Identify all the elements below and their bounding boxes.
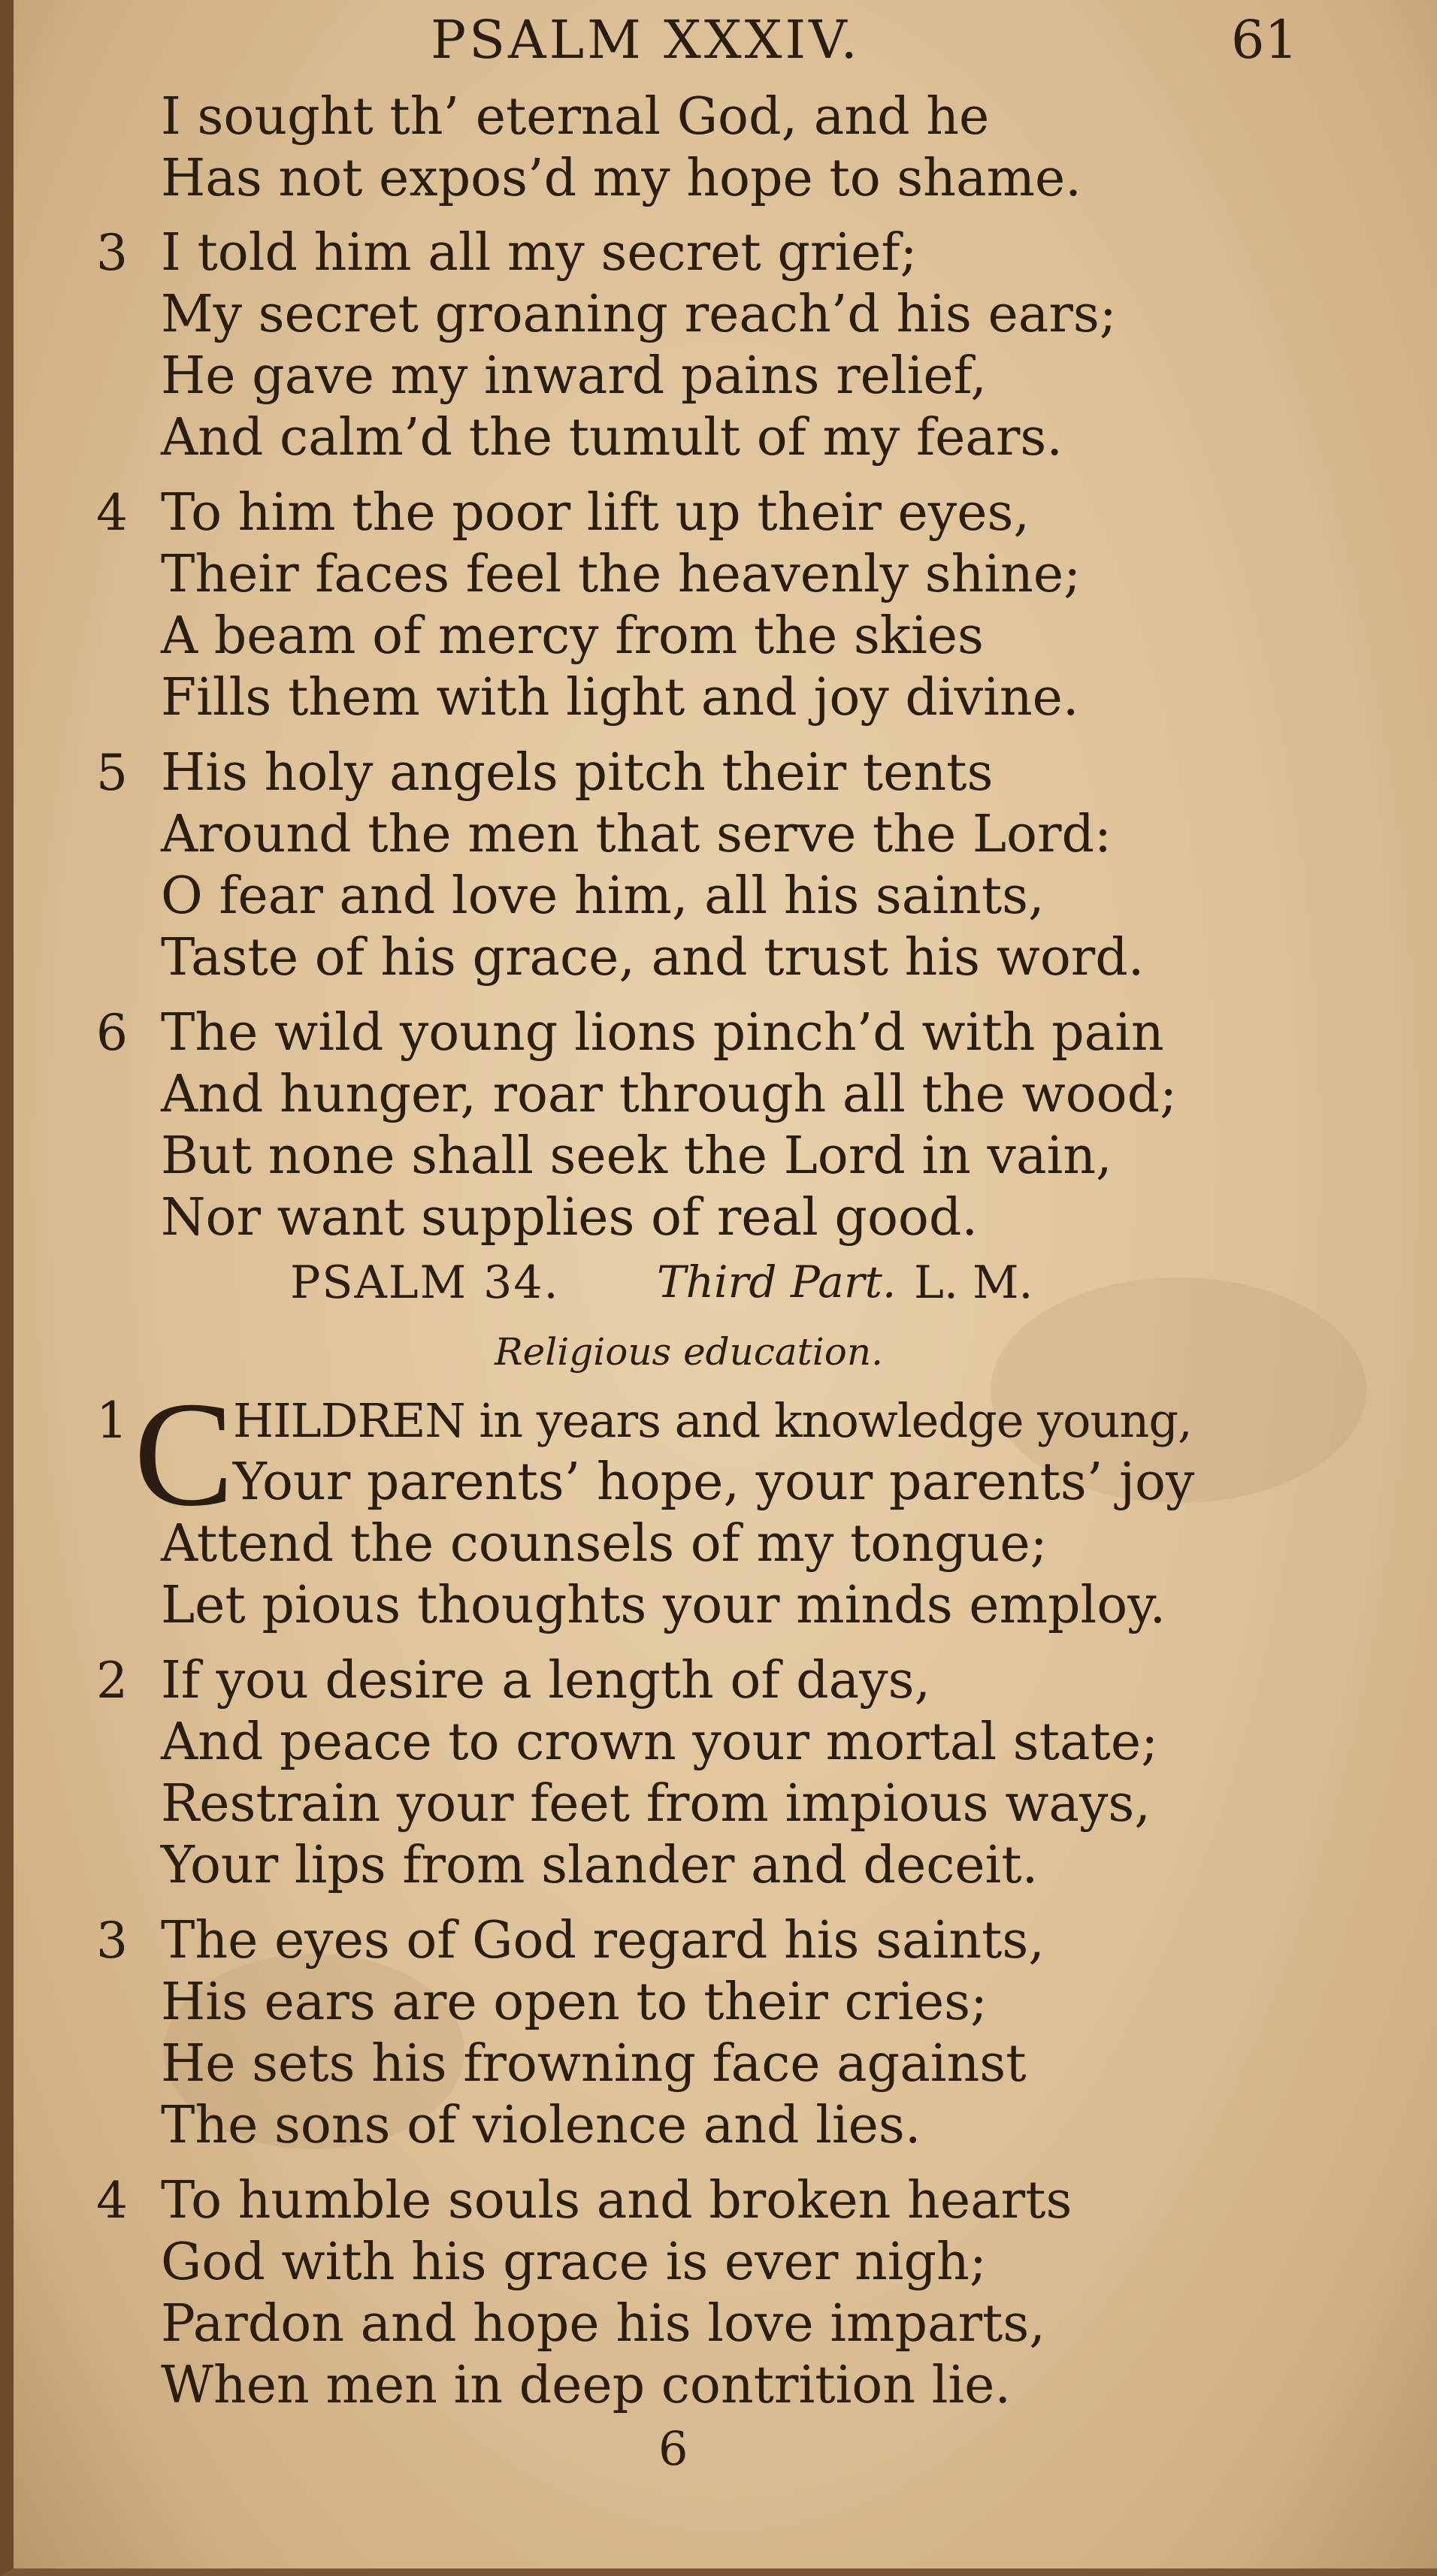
verse-line: Your lips from slander and deceit.	[161, 1836, 1039, 1895]
verse-line: His holy angels pitch their tents	[161, 743, 994, 803]
stanza-number: 1	[96, 1392, 128, 1450]
verse-line: And peace to crown your mortal state;	[161, 1713, 1158, 1772]
psalm-heading	[14, 1256, 1437, 1324]
stanza-number: 4	[96, 2172, 128, 2230]
verse-line: Taste of his grace, and trust his word.	[161, 928, 1145, 987]
verse-line: Around the men that serve the Lord:	[161, 805, 1112, 864]
verse-line: Has not expos’d my hope to shame.	[161, 149, 1082, 208]
verse-line: Fills them with light and joy divine.	[161, 668, 1079, 727]
verse-line: Pardon and hope his love imparts,	[161, 2294, 1045, 2354]
psalm-meter: L. M.	[914, 1256, 1033, 1309]
verse-line: To humble souls and broken hearts	[161, 2171, 1072, 2230]
verse-line: My secret groaning reach’d his ears;	[161, 285, 1117, 344]
verse-line: The eyes of God regard his saints,	[161, 1911, 1045, 1970]
psalm-number: PSALM 34.	[290, 1256, 560, 1309]
running-head-title: PSALM XXXIV.	[431, 9, 861, 71]
stanza-number: 3	[96, 1912, 128, 1970]
verse-line: The wild young lions pinch’d with pain	[161, 1003, 1164, 1063]
drop-cap: C	[134, 1371, 234, 1537]
verse-line: The sons of violence and lies.	[161, 2096, 921, 2155]
verse-line: When men in deep contrition lie.	[161, 2356, 1011, 2415]
page-number: 61	[1231, 9, 1299, 71]
verse-line: Let pious thoughts your minds employ.	[161, 1576, 1166, 1635]
verse-line: If you desire a length of days,	[161, 1651, 931, 1710]
stanza-number: 2	[96, 1652, 128, 1710]
stanza-number: 3	[96, 224, 128, 282]
verse-line: God with his grace is ever nigh;	[161, 2233, 987, 2292]
signature-mark: 6	[658, 2421, 688, 2476]
verse-line: Attend the counsels of my tongue;	[161, 1514, 1048, 1574]
verse-line: He sets his frowning face against	[161, 2034, 1027, 2094]
verse-line: HILDREN in years and knowledge young,	[233, 1393, 1192, 1448]
running-head	[14, 9, 1437, 69]
verse-line: A beam of mercy from the skies	[161, 606, 984, 666]
verse-line: To him the poor lift up their eyes,	[161, 483, 1030, 543]
verse-line: But none shall seek the Lord in vain,	[161, 1126, 1112, 1186]
verse-line: Restrain your feet from impious ways,	[161, 1774, 1151, 1834]
verse-line: Nor want supplies of real good.	[161, 1188, 978, 1247]
verse-line: His ears are open to their cries;	[161, 1973, 988, 2032]
verse-line: I told him all my secret grief;	[161, 223, 918, 283]
stanza-number: 5	[96, 744, 128, 802]
stanza-number: 4	[96, 484, 128, 542]
verse-line: Your parents’ hope, your parents’ joy	[233, 1453, 1195, 1512]
verse-line: O fear and love him, all his saints,	[161, 866, 1045, 926]
verse-line: Their faces feel the heavenly shine;	[161, 545, 1081, 604]
verse-line: He gave my inward pains relief,	[161, 346, 987, 406]
verse-line: And hunger, roar through all the wood;	[161, 1065, 1178, 1124]
psalm-part: Third Part.	[657, 1256, 897, 1308]
psalm-subtitle: Religious education.	[495, 1330, 883, 1374]
stanza-number: 6	[96, 1004, 128, 1062]
verse-line: And calm’d the tumult of my fears.	[161, 408, 1063, 467]
verse-line: I sought th’ eternal God, and he	[161, 87, 990, 147]
